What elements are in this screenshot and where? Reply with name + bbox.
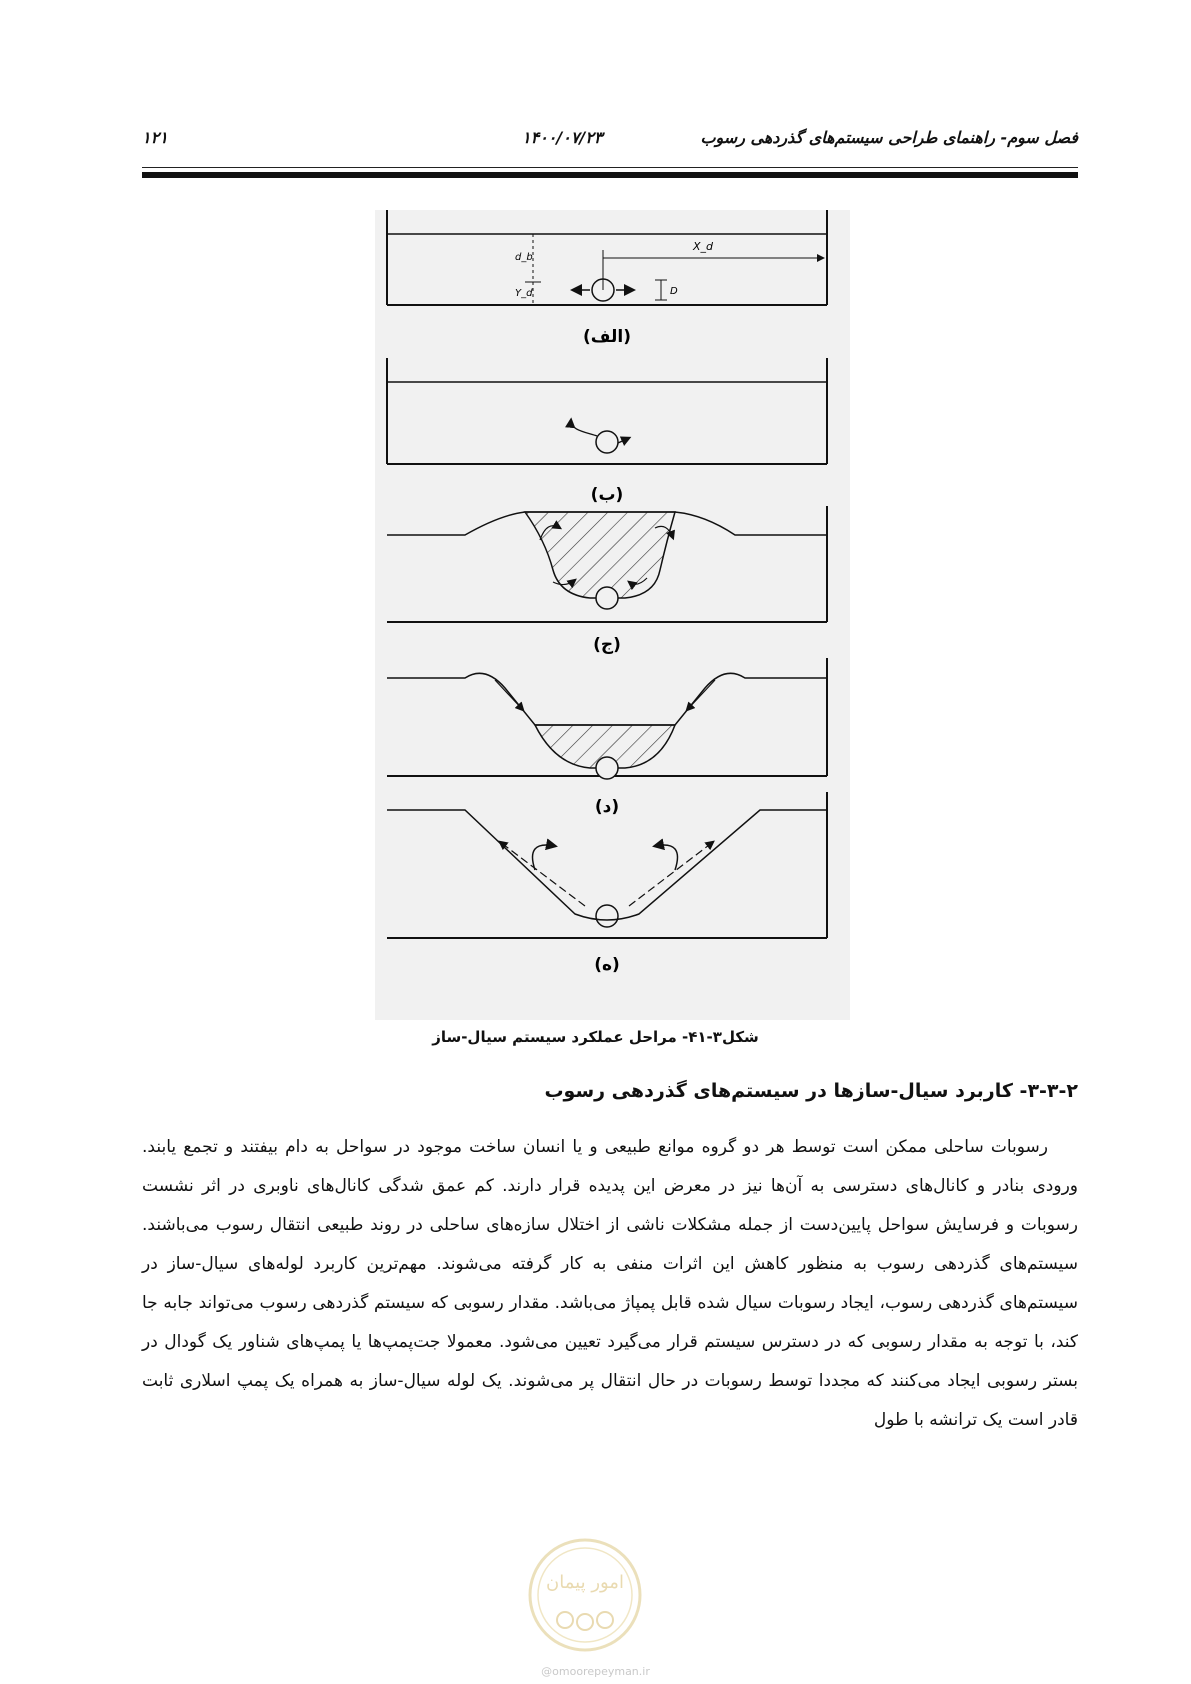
header-date: ۱۴۰۰/۰۷/۲۳ <box>522 128 603 147</box>
page-header <box>142 128 1078 154</box>
panel-a <box>387 210 827 347</box>
label-a: (الف) <box>582 327 632 347</box>
symbol-db: d_b <box>515 252 533 263</box>
section-heading: ۳-۳-۲- کاربرد سیال-سازها در سیستم‌های گذردهی رسوب <box>544 1080 1078 1102</box>
figure-caption: شکل۳-۴۱- مراحل عملکرد سیستم سیال-ساز <box>432 1028 759 1046</box>
panel-b <box>387 358 827 505</box>
symbol-xd: X_d <box>693 240 714 253</box>
panel-d <box>387 658 827 817</box>
chapter-title: فصل سوم- راهنمای طراحی سیستم‌های گذردهی رسوب <box>700 128 1078 147</box>
body-paragraph: رسوبات ساحلی ممکن است توسط هر دو گروه موانع طبیعی و یا انسان ساخت موجود در سواحل به دام بیفتند و تجمع یابند. ورودی بنادر و کانال‌های دسترسی به آن‌ها نیز در معرض این پدیده قرار دارند. کم عمق شدگی کانال‌های ناوبری در اثر نشست رسوبات و فرسایش سواحل پایین‌دست از جمله مشکلات ناشی از اختلال سازه‌های ساحلی در روند طبیعی انتقال رسوب می‌باشند. سیستم‌های گذردهی رسوب به منظور کاهش این اثرات منفی به کار گرفته می‌شوند. مهم‌ترین کاربرد لوله‌های سیال-ساز در سیستم‌های گذردهی رسوب، ایجاد رسوبات سیال شده قابل پمپاژ می‌باشد. مقدار رسوبی که سیستم گذردهی رسوب می‌تواند جابه جا کند، با توجه به مقدار رسوبی که در دسترس سیستم قرار می‌گیرد تعیین می‌شود. معمولا جت‌پمپ‌ها یا پمپ‌های شناور یک گودال در بستر رسوبی ایجاد می‌کنند که مجددا توسط رسوبات در حال انتقال پر می‌شوند. یک لوله سیال-ساز به همراه یک پمپ اسلاری ثابت قادر است یک ترانشه با طول <box>142 1137 1078 1430</box>
panel-c <box>387 506 827 655</box>
watermark-logo <box>525 1530 645 1680</box>
fluidizer-stages-figure <box>375 210 850 1020</box>
symbol-D: D <box>670 286 678 297</box>
label-b: (ب) <box>590 485 624 505</box>
label-c: (ج) <box>593 635 621 655</box>
header-rule-thin <box>142 167 1078 168</box>
header-rule-thick <box>142 172 1078 178</box>
body-paragraph-container <box>142 1128 1078 1440</box>
watermark-url: @omoorepeyman.ir <box>541 1665 650 1678</box>
watermark-logo-text: امور پیمان <box>546 1572 624 1593</box>
symbol-yd: Y_d <box>515 288 533 299</box>
label-d: (د) <box>594 797 620 817</box>
figure-drawing <box>375 210 850 1020</box>
label-e: (ه) <box>594 955 620 975</box>
panel-e <box>387 792 827 975</box>
page-number: ۱۲۱ <box>142 128 168 147</box>
